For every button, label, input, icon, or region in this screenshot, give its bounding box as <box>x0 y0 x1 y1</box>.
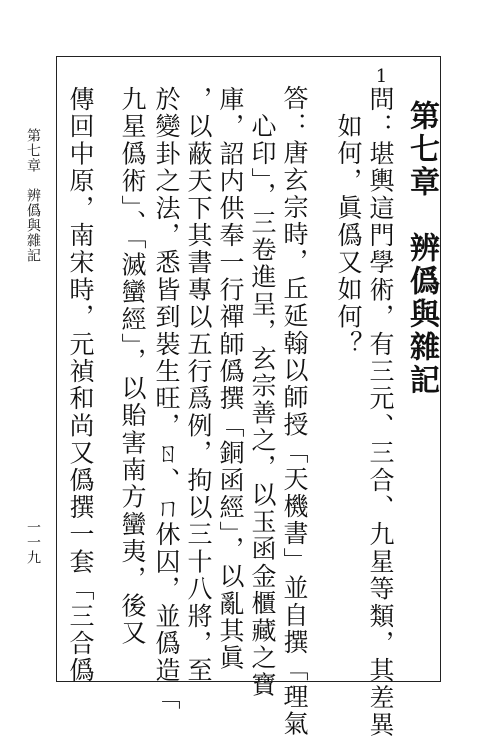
answer-line: 心印」，三卷進呈，玄宗善之，以玉函金櫃藏之寶 <box>248 113 277 699</box>
answer-line: 傳回中原，南宋時，元禎和尚又僞撰一套「三合僞 <box>66 86 95 685</box>
answer-line: 於變卦之法，悉皆到裝生旺，ㄖ、ㄇ休囚，並僞造「 <box>152 86 181 712</box>
running-header: 第七章 辨僞與雜記 <box>25 128 41 263</box>
question-number: 1 <box>371 66 392 87</box>
chapter-title: 第七章 辨僞與雜記 <box>404 100 439 397</box>
answer-line: 庫，詔内供奉一行禪師僞撰「銅函經」，以亂其眞 <box>216 86 245 672</box>
answer-line: ，以蔽天下其書專以五行爲例，拘以三十八將，至 <box>184 86 213 685</box>
question-line: 問：堪輿這門學術，有三元、三合、九星等類，其差異 <box>366 86 395 739</box>
answer-line: 九星僞術」、「滅蠻經」，以貽害南方蠻夷，後又 <box>118 86 147 647</box>
page-number: 一一九 <box>25 520 41 565</box>
question-line: 如何，眞僞又如何？ <box>334 113 363 358</box>
answer-line: 答：唐玄宗時，丘延翰以師授「天機書」並自撰「理氣 <box>280 85 309 738</box>
